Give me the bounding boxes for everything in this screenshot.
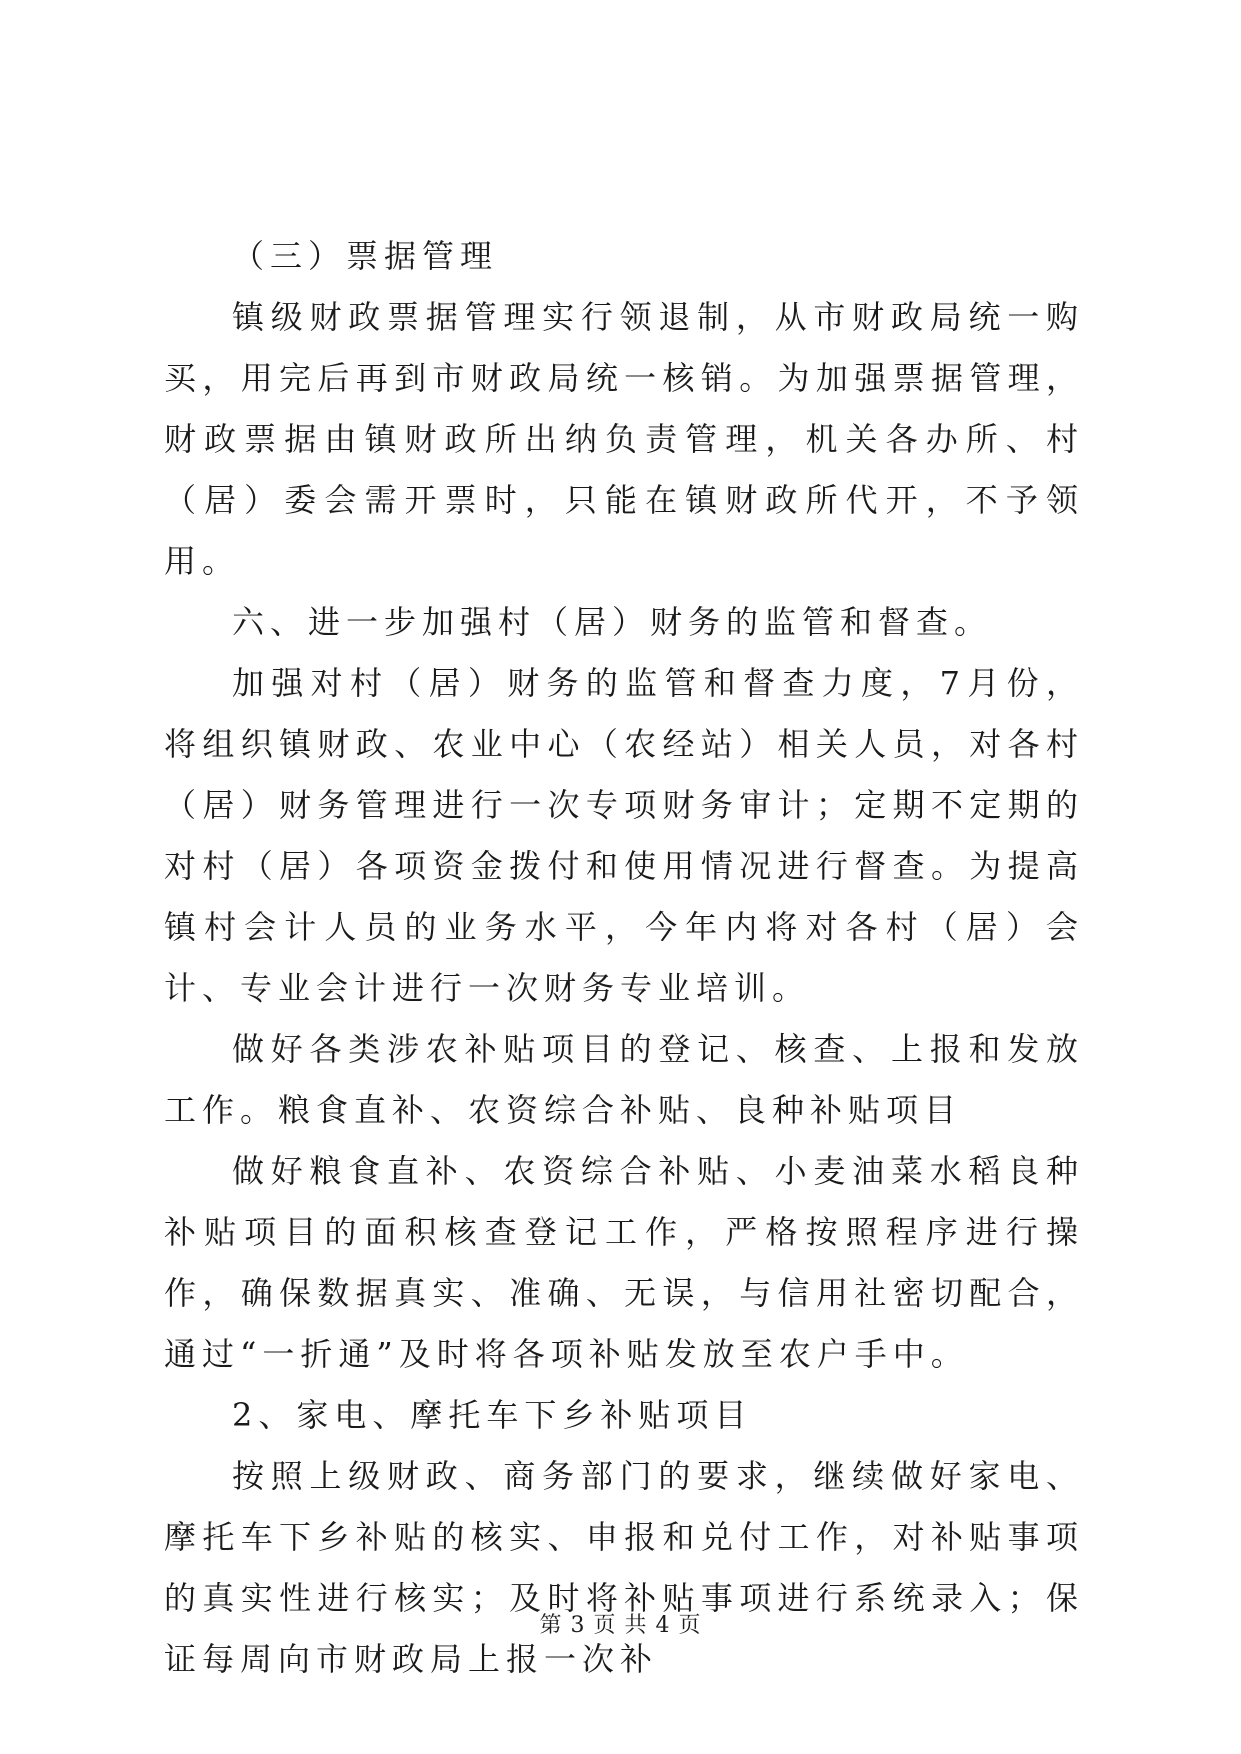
page-number-footer: 第 3 页 共 4 页 [539,1613,702,1638]
document-body [164,226,1084,1690]
section-heading: 六、进一步加强村（居）财务的监管和督查。 [232,603,993,641]
body-paragraph: 做好粮食直补、农资综合补贴、小麦油菜水稻良种补贴项目的面积核查登记工作，严格按照程序进行操作，确保数据真实、准确、无误，与信用社密切配合，通过“一折通”及时将各项补贴发放至农户手中。 [164,1152,1084,1373]
section-heading: 2、家电、摩托车下乡补贴项目 [232,1396,753,1434]
body-paragraph: 加强对村（居）财务的监管和督查力度，7月份，将组织镇财政、农业中心（农经站）相关人员，对各村（居）财务管理进行一次专项财务审计；定期不定期的对村（居）各项资金拨付和使用情况进行督查。为提高镇村会计人员的业务水平，今年内将对各村（居）会计、专业会计进行一次财务专业培训。 [164,664,1084,1007]
section-heading: （三）票据管理 [232,237,499,275]
body-paragraph: 做好各类涉农补贴项目的登记、核查、上报和发放工作。粮食直补、农资综合补贴、良种补贴项目 [164,1030,1084,1129]
body-paragraph: 镇级财政票据管理实行领退制，从市财政局统一购买，用完后再到市财政局统一核销。为加强票据管理，财政票据由镇财政所出纳负责管理，机关各办所、村（居）委会需开票时，只能在镇财政所代开，不予领用。 [164,298,1084,580]
body-paragraph: 按照上级财政、商务部门的要求，继续做好家电、摩托车下乡补贴的核实、申报和兑付工作，对补贴事项的真实性进行核实；及时将补贴事项进行系统录入；保证每周向市财政局上报一次补 [164,1457,1084,1678]
